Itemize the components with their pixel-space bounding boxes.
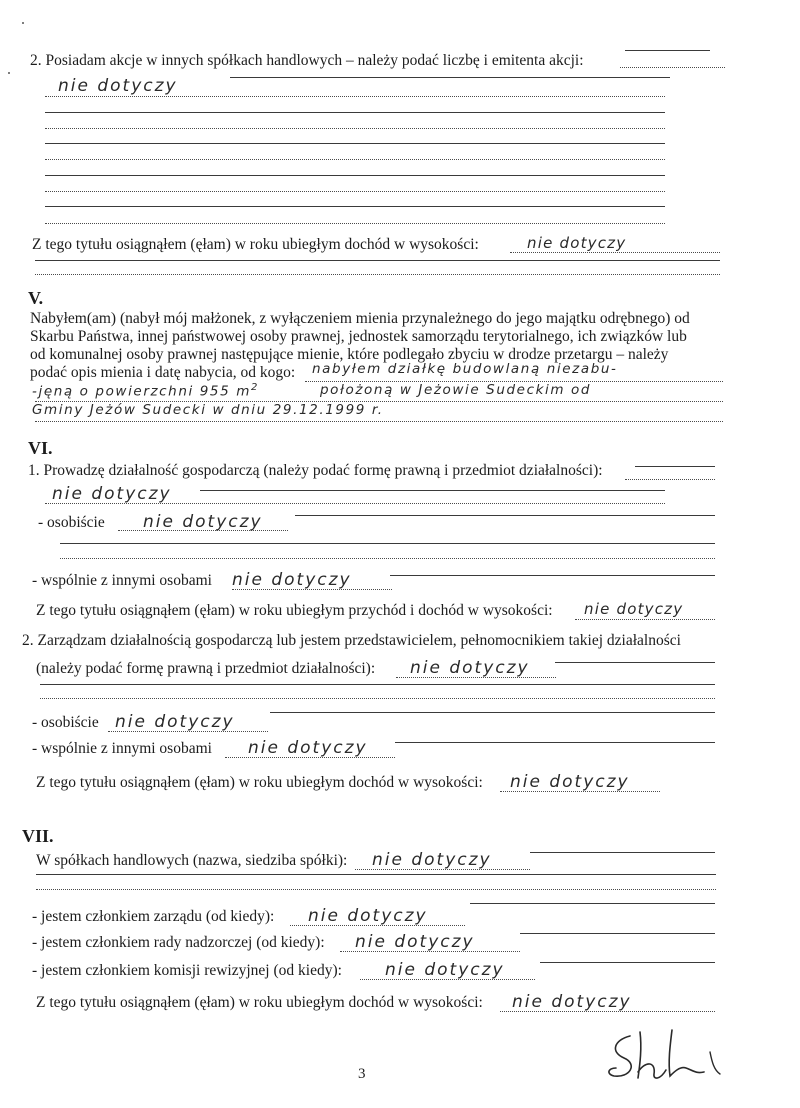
board-label: - jestem członkiem zarządu (od kiedy): bbox=[32, 908, 275, 925]
answer-line bbox=[540, 962, 715, 963]
management-income-answer: nie dotyczy bbox=[510, 772, 630, 792]
area-unit-superscript: 2 bbox=[250, 382, 259, 393]
answer-line bbox=[270, 712, 715, 713]
answer-dotted-line bbox=[500, 1010, 715, 1012]
answer-line bbox=[200, 490, 665, 491]
section-v-answer-line: nabyłem działkę budowlaną niezabu- bbox=[312, 361, 618, 377]
business-jointly-label: - wspólnie z innymi osobami bbox=[32, 572, 212, 589]
answer-dotted-line bbox=[45, 158, 665, 160]
section-v-text-line: Skarbu Państwa, innej państwowej osoby prawnej, jednostek samorządu terytorialnego, ich związków lub bbox=[30, 328, 687, 345]
answer-line bbox=[625, 50, 710, 51]
answer-dotted-line bbox=[625, 478, 715, 480]
scan-speck bbox=[22, 22, 24, 24]
business-personal-answer: nie dotyczy bbox=[143, 512, 263, 532]
answer-line bbox=[40, 684, 715, 685]
answer-dotted-line bbox=[35, 273, 720, 275]
answer-dotted-line bbox=[45, 95, 665, 97]
answer-line bbox=[60, 543, 715, 544]
shares-answer: nie dotyczy bbox=[58, 76, 178, 96]
answer-line bbox=[45, 112, 665, 113]
shares-income-label: Z tego tytułu osiągnąłem (ęłam) w roku ubiegłym dochód w wysokości: bbox=[32, 236, 479, 253]
answer-line bbox=[635, 466, 715, 467]
audit-answer: nie dotyczy bbox=[385, 960, 505, 980]
shares-question: 2. Posiadam akcje w innych spółkach handlowych – należy podać liczbę i emitenta akcji: bbox=[30, 52, 584, 69]
answer-line bbox=[395, 742, 715, 743]
supervisory-answer: nie dotyczy bbox=[355, 932, 475, 952]
answer-dotted-line bbox=[355, 868, 530, 870]
section-v-text-line: podać opis mienia i datę nabycia, od kogo: bbox=[30, 364, 296, 381]
answer-dotted-line bbox=[396, 676, 556, 678]
answer-dotted-line bbox=[232, 588, 392, 590]
business-revenue-label: Z tego tytułu osiągnąłem (ęłam) w roku ubiegłym przychód i dochód w wysokości: bbox=[36, 602, 553, 619]
companies-answer: nie dotyczy bbox=[372, 850, 492, 870]
board-answer: nie dotyczy bbox=[308, 906, 428, 926]
board-income-answer: nie dotyczy bbox=[512, 992, 632, 1012]
shares-income-answer: nie dotyczy bbox=[527, 234, 627, 252]
business-revenue-answer: nie dotyczy bbox=[584, 600, 684, 618]
answer-dotted-line bbox=[340, 950, 520, 952]
area-text: -jęną o powierzchni 955 m bbox=[32, 383, 251, 400]
scan-speck bbox=[8, 72, 10, 74]
management-personal-answer: nie dotyczy bbox=[115, 712, 235, 732]
answer-dotted-line bbox=[290, 924, 465, 926]
answer-dotted-line bbox=[45, 222, 665, 224]
answer-dotted-line bbox=[360, 978, 535, 980]
answer-line bbox=[295, 515, 715, 516]
management-question-line: (należy podać formę prawną i przedmiot działalności): bbox=[36, 660, 376, 677]
section-vi-heading: VI. bbox=[28, 438, 53, 458]
audit-label: - jestem członkiem komisji rewizyjnej (od kiedy): bbox=[32, 962, 342, 979]
management-income-label: Z tego tytułu osiągnąłem (ęłam) w roku ubiegłym dochód w wysokości: bbox=[36, 774, 483, 791]
answer-dotted-line bbox=[575, 618, 715, 620]
section-v-answer-line: Gminy Jeżów Sudecki w dniu 29.12.1999 r. bbox=[32, 402, 384, 418]
answer-dotted-line bbox=[60, 557, 715, 559]
answer-dotted-line bbox=[35, 420, 723, 422]
business-question: 1. Prowadzę działalność gospodarczą (należy podać formę prawną i przedmiot działalności): bbox=[28, 462, 603, 479]
answer-dotted-line bbox=[45, 127, 665, 129]
section-v-heading: V. bbox=[28, 288, 44, 308]
management-question-line: 2. Zarządzam działalnością gospodarczą lub jestem przedstawicielem, pełnomocnikiem takiej działalności bbox=[22, 632, 681, 649]
business-personal-label: - osobiście bbox=[38, 514, 105, 531]
supervisory-label: - jestem członkiem rady nadzorczej (od kiedy): bbox=[32, 934, 325, 951]
answer-line bbox=[45, 206, 665, 207]
answer-dotted-line bbox=[45, 190, 665, 192]
answer-line bbox=[36, 874, 716, 875]
business-jointly-answer: nie dotyczy bbox=[232, 570, 352, 590]
handwritten-signature bbox=[600, 1022, 730, 1088]
answer-line bbox=[45, 175, 665, 176]
management-personal-label: - osobiście bbox=[32, 714, 99, 731]
management-answer: nie dotyczy bbox=[410, 658, 530, 678]
answer-line bbox=[35, 260, 720, 261]
section-vii-heading: VII. bbox=[22, 826, 54, 846]
answer-dotted-line bbox=[510, 251, 720, 253]
answer-dotted-line bbox=[45, 502, 665, 504]
management-jointly-answer: nie dotyczy bbox=[248, 738, 368, 758]
answer-dotted-line bbox=[620, 66, 725, 68]
section-v-answer-line: położoną w Jeżowie Sudeckim od bbox=[320, 382, 592, 398]
page-number: 3 bbox=[358, 1066, 366, 1082]
answer-line bbox=[520, 933, 715, 934]
answer-line bbox=[555, 662, 715, 663]
companies-label: W spółkach handlowych (nazwa, siedziba spółki): bbox=[36, 852, 348, 869]
management-jointly-label: - wspólnie z innymi osobami bbox=[32, 740, 212, 757]
answer-dotted-line bbox=[500, 790, 660, 792]
section-v-text-line: Nabyłem(am) (nabył mój małżonek, z wyłączeniem mienia przynależnego do jego majątku odrębnego) od bbox=[30, 310, 690, 327]
answer-dotted-line bbox=[40, 697, 715, 699]
answer-line bbox=[470, 903, 715, 904]
answer-line bbox=[530, 852, 715, 853]
section-v-text-line: od komunalnej osoby prawnej następujące mienie, które podlegało zbyciu w drodze przetargu – należy bbox=[30, 346, 669, 363]
answer-line bbox=[45, 143, 665, 144]
answer-dotted-line bbox=[225, 756, 395, 758]
business-answer: nie dotyczy bbox=[52, 484, 172, 504]
board-income-label: Z tego tytułu osiągnąłem (ęłam) w roku ubiegłym dochód w wysokości: bbox=[36, 994, 483, 1011]
answer-dotted-line bbox=[108, 730, 268, 732]
answer-dotted-line bbox=[36, 888, 716, 890]
answer-line bbox=[230, 77, 670, 78]
section-v-answer-line bbox=[32, 382, 259, 400]
answer-line bbox=[390, 575, 715, 576]
